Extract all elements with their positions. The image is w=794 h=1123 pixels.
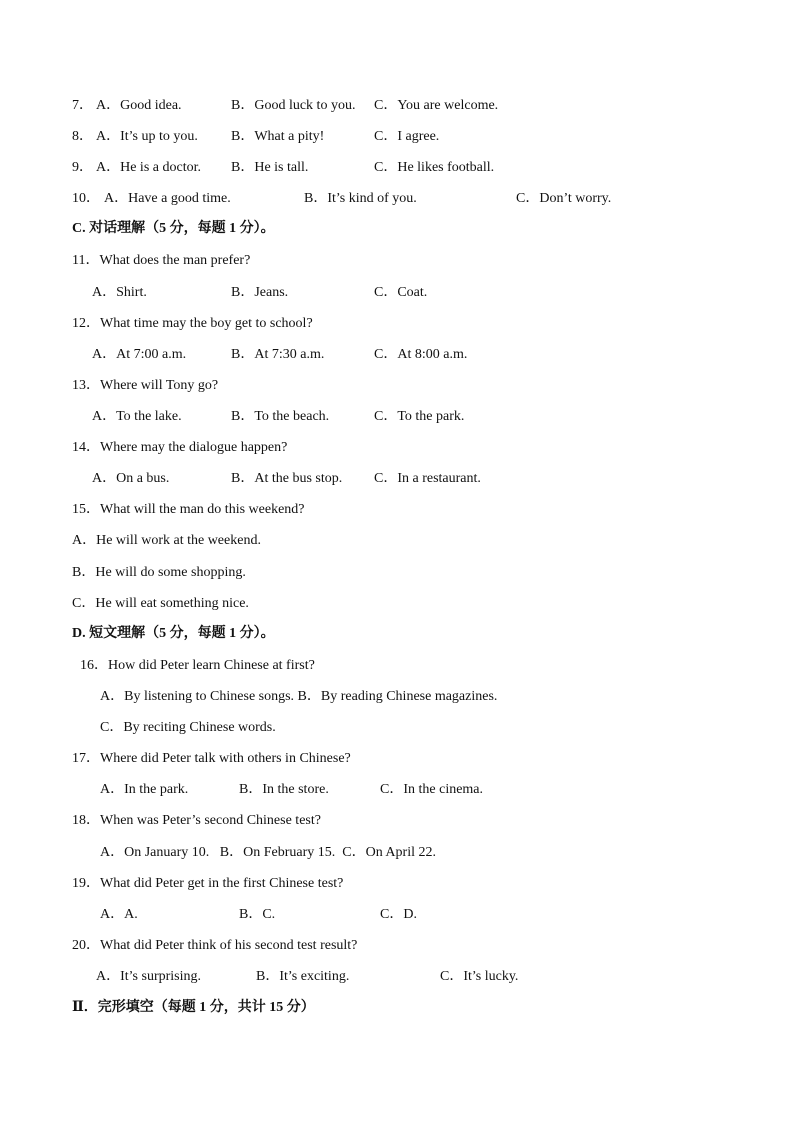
q16-option-c: C．By reciting Chinese words. (100, 720, 276, 735)
q17-option-c: C．In the cinema. (380, 782, 484, 797)
q19-option-c: C．D. (380, 907, 417, 922)
q8-option-a: A．It’s up to you. (96, 129, 198, 144)
q8-option-c: C．I agree. (374, 129, 440, 144)
q16-options-ab: A．By listening to Chinese songs. B．By reading Chinese magazines. (100, 689, 498, 704)
q15-stem: 15．What will the man do this weekend? (72, 502, 305, 517)
q15-option-b: B．He will do some shopping. (72, 565, 246, 580)
q14-option-a: A．On a bus. (92, 471, 170, 486)
q17-option-a: A．In the park. (100, 782, 189, 797)
q13-stem: 13．Where will Tony go? (72, 378, 219, 393)
q14-stem: 14．Where may the dialogue happen? (72, 440, 288, 455)
q8-option-b: B．What a pity! (231, 129, 325, 144)
section-ii-heading: Ⅱ．完形填空（每题 1 分，共计 15 分） (72, 1000, 315, 1015)
q8-number: 8． (72, 129, 93, 144)
q20-option-c: C．It’s lucky. (440, 969, 519, 984)
q7-option-b: B．Good luck to you. (231, 98, 356, 113)
q9-option-c: C．He likes football. (374, 160, 495, 175)
section-d-heading: D. 短文理解（5 分，每题 1 分）。 (72, 626, 275, 641)
q11-option-c: C．Coat. (374, 285, 428, 300)
q13-option-b: B．To the beach. (231, 409, 330, 424)
q12-stem: 12．What time may the boy get to school? (72, 316, 313, 331)
q12-option-a: A．At 7:00 a.m. (92, 347, 187, 362)
q11-option-a: A．Shirt. (92, 285, 147, 300)
q15-option-c: C．He will eat something nice. (72, 596, 249, 611)
q11-stem: 11．What does the man prefer? (72, 253, 251, 268)
q10-option-a: A．Have a good time. (104, 191, 231, 206)
q7-option-c: C．You are welcome. (374, 98, 499, 113)
q13-option-a: A．To the lake. (92, 409, 182, 424)
q14-option-c: C．In a restaurant. (374, 471, 481, 486)
q17-stem: 17．Where did Peter talk with others in Chinese? (72, 751, 351, 766)
q9-option-a: A．He is a doctor. (96, 160, 201, 175)
q7-option-a: A．Good idea. (96, 98, 182, 113)
q12-option-c: C．At 8:00 a.m. (374, 347, 468, 362)
section-c-heading: C. 对话理解（5 分，每题 1 分）。 (72, 221, 275, 236)
q19-option-b: B．C. (239, 907, 276, 922)
q17-option-b: B．In the store. (239, 782, 329, 797)
q20-stem: 20．What did Peter think of his second test result? (72, 938, 358, 953)
q7-number: 7． (72, 98, 93, 113)
q15-option-a: A．He will work at the weekend. (72, 533, 261, 548)
q19-stem: 19．What did Peter get in the first Chinese test? (72, 876, 344, 891)
q12-option-b: B．At 7:30 a.m. (231, 347, 325, 362)
q20-option-a: A．It’s surprising. (96, 969, 201, 984)
q11-option-b: B．Jeans. (231, 285, 289, 300)
q9-number: 9． (72, 160, 93, 175)
q18-options: A．On January 10. B．On February 15. C．On April 22. (100, 845, 436, 860)
q13-option-c: C．To the park. (374, 409, 465, 424)
q10-option-b: B．It’s kind of you. (304, 191, 417, 206)
q19-option-a: A．A. (100, 907, 138, 922)
q10-number: 10． (72, 191, 100, 206)
q18-stem: 18．When was Peter’s second Chinese test? (72, 813, 321, 828)
q10-option-c: C．Don’t worry. (516, 191, 612, 206)
q16-stem: 16．How did Peter learn Chinese at first? (80, 658, 315, 673)
q9-option-b: B．He is tall. (231, 160, 309, 175)
q20-option-b: B．It’s exciting. (256, 969, 350, 984)
q14-option-b: B．At the bus stop. (231, 471, 343, 486)
